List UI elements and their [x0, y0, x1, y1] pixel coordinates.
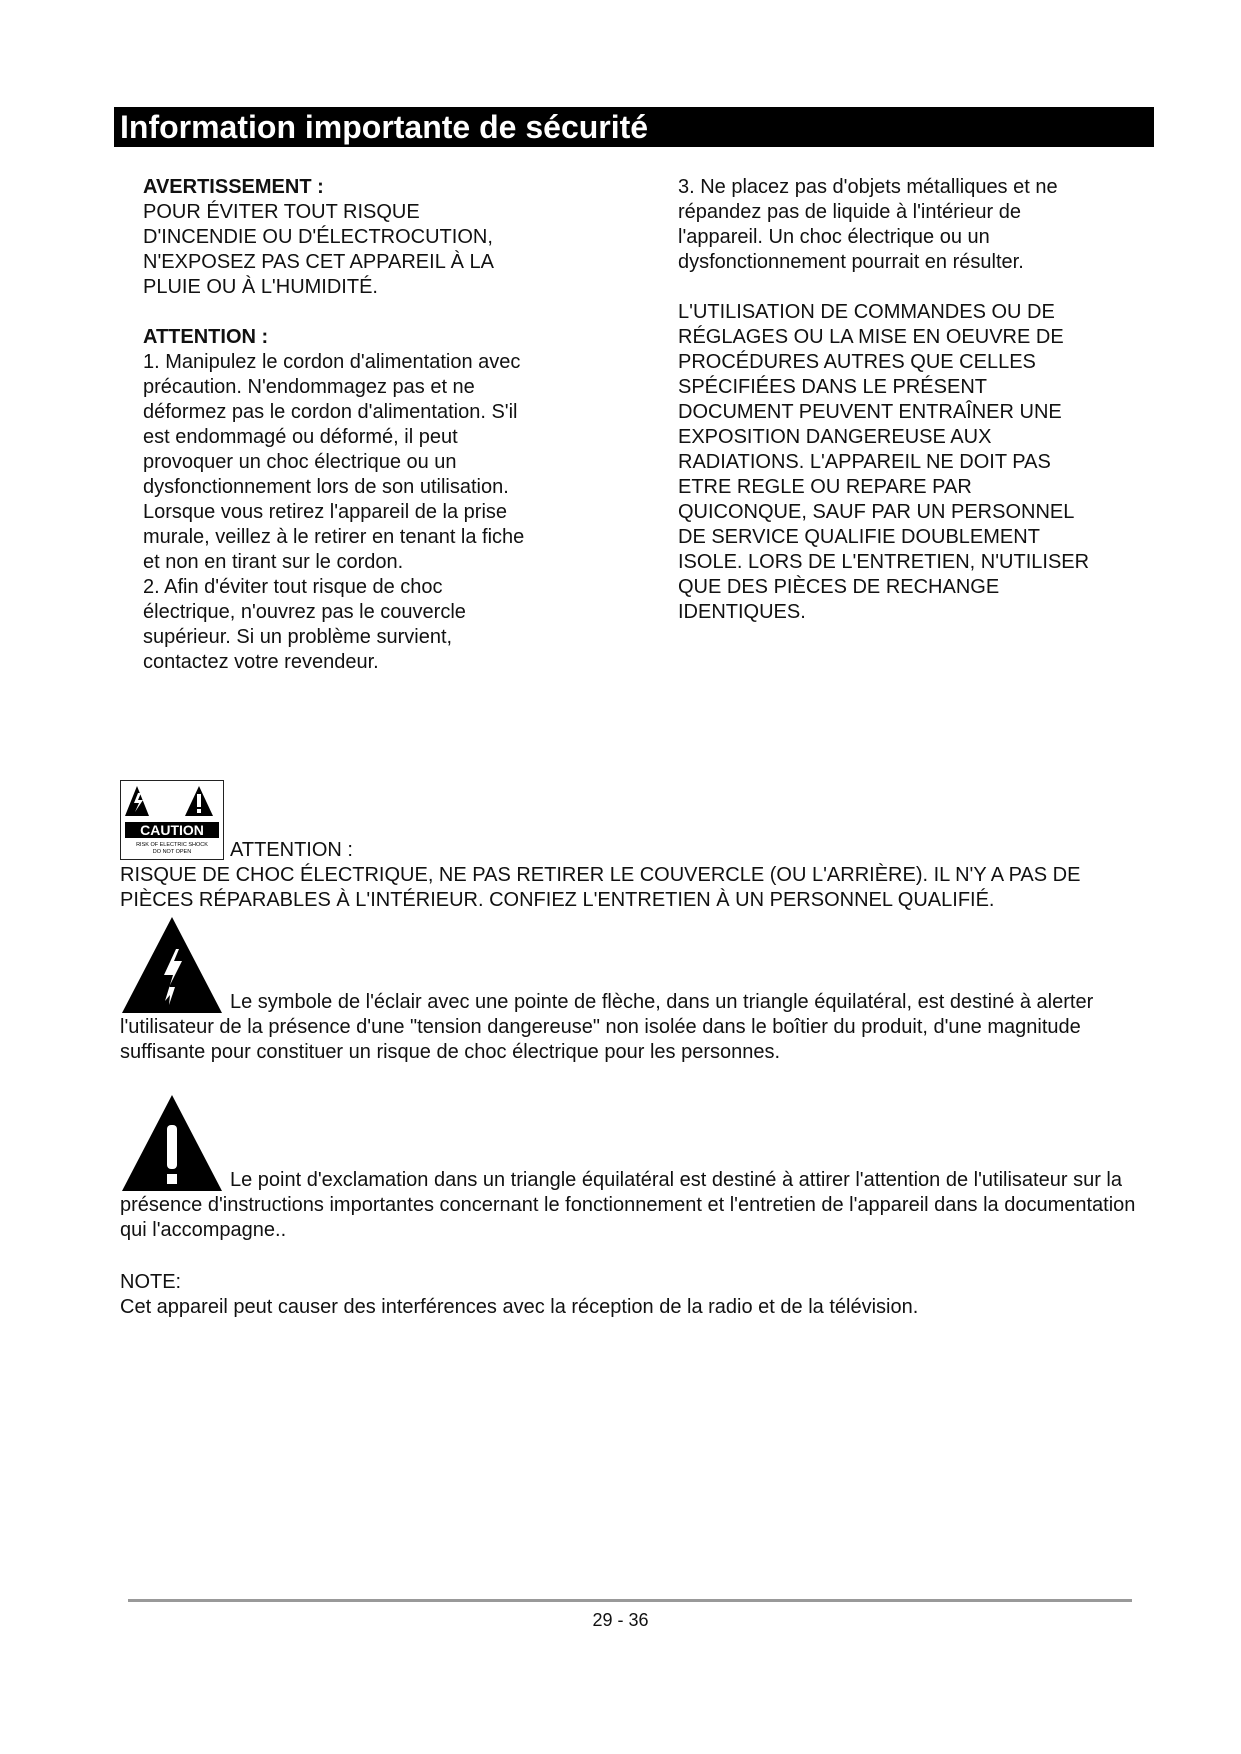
attention-line: 1. Manipulez le cordon d'alimentation avec	[143, 351, 521, 373]
caps-line: IDENTIQUES.	[678, 601, 806, 623]
exclamation-symbol-text: Le point d'exclamation dans un triangle équilatéral est destiné à attirer l'attention de l'utilisateur sur la présence d'instructions importantes concernant le fonctionnement et l'entretien de l'appareil dans la documentation qui l'accompagne..	[120, 1169, 1136, 1241]
caps-line: PROCÉDURES AUTRES QUE CELLES	[678, 351, 1036, 373]
caps-line: RÉGLAGES OU LA MISE EN OEUVRE DE	[678, 326, 1064, 348]
caps-line: QUICONQUE, SAUF PAR UN PERSONNEL	[678, 501, 1075, 523]
warning-line: POUR ÉVITER TOUT RISQUE	[143, 201, 420, 223]
caps-line: L'UTILISATION DE COMMANDES OU DE	[678, 301, 1055, 323]
attention-line: et non en tirant sur le cordon.	[143, 551, 404, 573]
attention-line: provoquer un choc électrique ou un	[143, 451, 457, 473]
attention-line: précaution. N'endommagez pas et ne	[143, 376, 475, 398]
note-text: Cet appareil peut causer des interférences avec la réception de la radio et de la télévision.	[120, 1296, 919, 1318]
caps-line: SPÉCIFIÉES DANS LE PRÉSENT	[678, 376, 987, 398]
attention-line: contactez votre revendeur.	[143, 651, 379, 673]
warning-heading: AVERTISSEMENT :	[143, 176, 324, 198]
caution-attention-label: ATTENTION :	[230, 839, 353, 861]
caution-sublabel: DO NOT OPEN	[152, 849, 192, 855]
warning-line: PLUIE OU À L'HUMIDITÉ.	[143, 276, 378, 298]
page-title: Information importante de sécurité	[114, 107, 1154, 147]
attention-line: dysfonctionnement lors de son utilisation.	[143, 476, 509, 498]
lightning-symbol-text: Le symbole de l'éclair avec une pointe de flèche, dans un triangle équilatéral, est destiné à alerter l'utilisateur de la présence d'une "tension dangereuse" non isolée dans le boîtier du produit, d'une magnitude suffisante pour constituer un risque de choc électrique pour les personnes.	[120, 991, 1094, 1063]
item3-line: répandez pas de liquide à l'intérieur de	[678, 201, 1021, 223]
attention-line: électrique, n'ouvrez pas le couvercle	[143, 601, 466, 623]
attention-line: 2. Afin d'éviter tout risque de choc	[143, 576, 443, 598]
attention-line: murale, veillez à le retirer en tenant la fiche	[143, 526, 525, 548]
caution-label-icon	[120, 780, 224, 860]
caps-line: QUE DES PIÈCES DE RECHANGE	[678, 576, 1000, 598]
footer-divider	[128, 1599, 1132, 1602]
page-number: 29 - 36	[592, 1610, 649, 1630]
caps-line: DE SERVICE QUALIFIE DOUBLEMENT	[678, 526, 1040, 548]
note-label: NOTE:	[120, 1271, 182, 1293]
item3-line: l'appareil. Un choc électrique ou un	[678, 226, 990, 248]
warning-line: D'INCENDIE OU D'ÉLECTROCUTION,	[143, 226, 493, 248]
caution-word: CAUTION	[140, 822, 204, 838]
item3-line: 3. Ne placez pas d'objets métalliques et ne	[678, 176, 1058, 198]
note-section	[120, 1270, 1150, 1320]
caps-line: EXPOSITION DANGEREUSE AUX	[678, 426, 992, 448]
caps-line: ISOLE. LORS DE L'ENTRETIEN, N'UTILISER	[678, 551, 1090, 573]
caps-line: RADIATIONS. L'APPAREIL NE DOIT PAS	[678, 451, 1051, 473]
warning-line: N'EXPOSEZ PAS CET APPAREIL À LA	[143, 251, 494, 273]
item3-line: dysfonctionnement pourrait en résulter.	[678, 251, 1024, 273]
caps-line: DOCUMENT PEUVENT ENTRAÎNER UNE	[678, 401, 1062, 423]
attention-line: Lorsque vous retirez l'appareil de la prise	[143, 501, 508, 523]
attention-heading: ATTENTION :	[143, 326, 269, 348]
caution-text: RISQUE DE CHOC ÉLECTRIQUE, NE PAS RETIRER LE COUVERCLE (OU L'ARRIÈRE). IL N'Y A PAS DE PIÈCES RÉPARABLES À L'INTÉRIEUR. CONFIEZ L'ENTRETIEN À UN PERSONNEL QUALIFIÉ.	[120, 864, 1081, 911]
caps-line: ETRE REGLE OU REPARE PAR	[678, 476, 972, 498]
left-column	[143, 175, 583, 675]
attention-line: déformez pas le cordon d'alimentation. S'il	[143, 401, 518, 423]
attention-line: est endommagé ou déformé, il peut	[143, 426, 458, 448]
attention-line: supérieur. Si un problème survient,	[143, 626, 453, 648]
right-column	[678, 175, 1138, 625]
caution-sublabel: RISK OF ELECTRIC SHOCK	[136, 842, 208, 848]
